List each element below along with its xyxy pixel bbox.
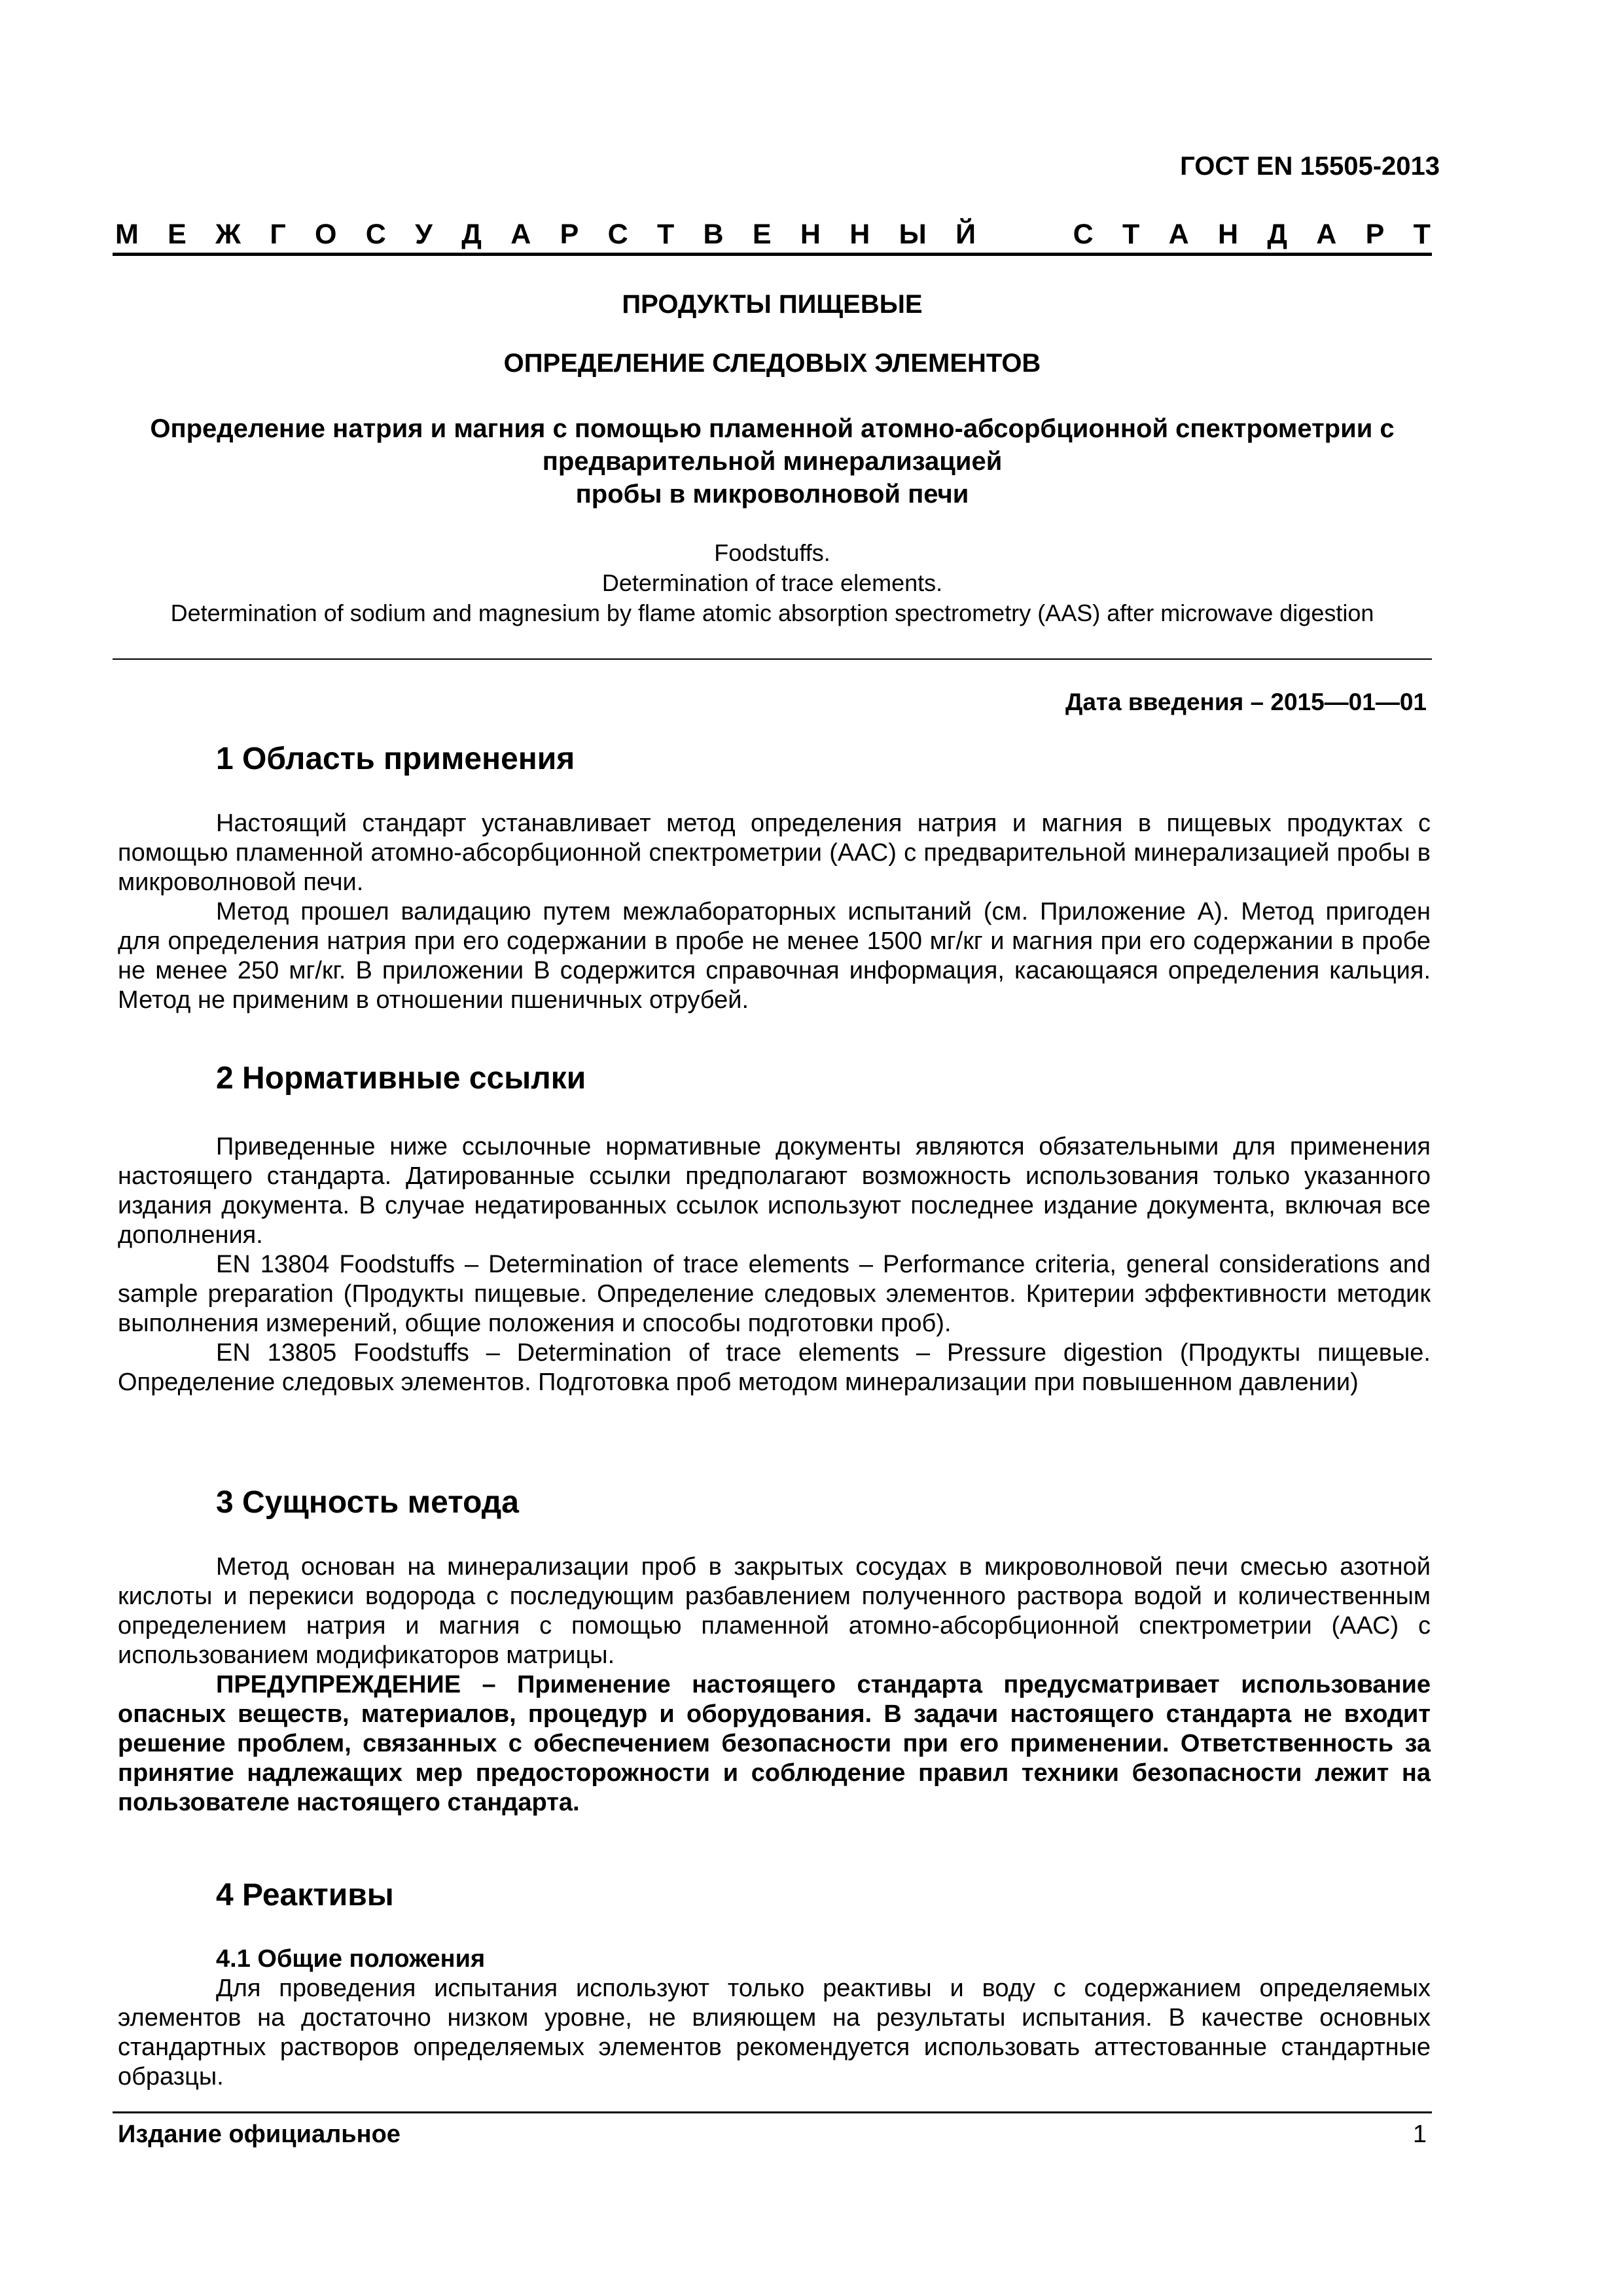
document-number: ГОСТ EN 15505-2013 [1180,152,1440,181]
title-line-1: ПРОДУКТЫ ПИЩЕВЫЕ [622,290,923,319]
banner-letter: М [115,218,139,250]
banner-letter: Т [1122,218,1140,250]
section-3-heading: 3 Сущность метода [216,1485,519,1520]
banner-letter: А [1168,218,1189,250]
section-2-paragraph-2: EN 13804 Foodstuffs – Determination of trace elements – Performance criteria, general considerations and sample preparation (Продукты пищевые. Определение следовых элементов. Критерии эффективности методик выполнения измерений, общие положения и способы подготовки проб). [118,1251,1431,1337]
title-line-3 [113,412,1432,511]
banner-letter: В [703,218,724,250]
title-line-3b: предварительной минерализацией [542,447,1003,476]
introduction-date: Дата введения – 2015—01—01 [1065,689,1427,715]
banner-letter: А [510,218,531,250]
section-1-heading: 1 Область применения [216,742,575,776]
title-rule [113,658,1432,660]
banner-letter: С [607,218,628,250]
section-4-1-heading: 4.1 Общие положения [216,1945,486,1973]
banner-letter: Н [849,218,870,250]
section-3-paragraph-1: Метод основан на минерализации проб в закрытых сосудах в микроволновой печи смесью азотной кислоты и перекиси водорода с последующим разбавлением полученного раствора водой и количественным определением натрия и магния с помощью пламенной атомно-абсорбционной спектрометрии (ААС) с использованием модификаторов матрицы. [118,1553,1431,1669]
banner-letter: С [365,218,386,250]
banner-letter: Т [656,218,675,250]
banner-letter: Р [1365,218,1385,250]
banner-letter: Д [461,218,482,250]
banner-letter: Ж [215,218,241,250]
page-number: 1 [1412,2121,1427,2148]
section-2-paragraph-1: Приведенные ниже ссылочные нормативные документы являются обязательными для применения настоящего стандарта. Датированные ссылки предполагают возможность использования только указанного издания документа. В случае недатированных ссылок используют последнее издание документа, включая все дополнения. [118,1133,1431,1249]
section-2-heading: 2 Нормативные ссылки [216,1061,586,1096]
section-4-paragraph-1: Для проведения испытания используют только реактивы и воду с содержанием определяемых элементов на достаточно низком уровне, не влияющем на результаты испытания. В качестве основных стандартных растворов определяемых элементов рекомендуется использовать аттестованные стандартные образцы. [118,1975,1431,2090]
banner-letter: У [415,218,433,250]
section-2-body [118,1132,1431,1397]
footer-rule [113,2111,1432,2113]
banner-letter: Т [1413,218,1431,250]
official-edition-label: Издание официальное [118,2121,401,2148]
section-3-body [118,1552,1431,1818]
banner-letter: Й [955,218,976,250]
banner-letter: С [1073,218,1094,250]
english-title-line-3: Determination of sodium and magnesium by flame atomic absorption spectrometry (AAS) after microwave digestion [170,600,1374,626]
section-4-heading: 4 Реактивы [216,1878,394,1912]
section-2-paragraph-3: EN 13805 Foodstuffs – Determination of trace elements – Pressure digestion (Продукты пищевые. Определение следовых элементов. Подготовка проб методом минерализации при повышенном давлении) [118,1339,1431,1396]
section-1-paragraph-2: Метод прошел валидацию путем межлабораторных испытаний (см. Приложение А). Метод пригоден для определения натрия при его содержании в пробе не менее 1500 мг/кг и магния при его содержании в пробе не менее 250 мг/кг. В приложении В содержится справочная информация, касающаяся определения кальция. Метод не применим в отношении пшеничных отрубей. [118,898,1431,1014]
banner-letter: Н [1217,218,1239,250]
section-1-paragraph-1: Настоящий стандарт устанавливает метод определения натрия и магния в пищевых продуктах с помощью пламенной атомно-абсорбционной спектрометрии (ААС) с предварительной минерализацией пробы в микроволновой печи. [118,810,1431,896]
english-title [113,538,1432,628]
header-rule [113,253,1432,256]
banner-letter: Н [800,218,821,250]
banner-letter: Е [168,218,187,250]
banner-letter: Р [560,218,579,250]
banner-letter: О [315,218,337,250]
banner-letter: А [1316,218,1337,250]
section-3-warning: ПРЕДУПРЕЖДЕНИЕ – Применение настоящего стандарта предусматривает использование опасных веществ, материалов, процедур и оборудования. В задачи настоящего стандарта не входит решение проблем, связанных с обеспечением безопасности при его применении. Ответственность за принятие надлежащих мер предосторожности и соблюдение правил техники безопасности лежит на пользователе настоящего стандарта. [118,1671,1431,1816]
english-title-line-2: Determination of trace elements. [601,569,943,596]
banner-letter: Г [270,218,286,250]
banner-letter: Е [752,218,772,250]
standard-type-banner [115,215,1431,254]
banner-letter: Ы [899,218,927,250]
banner-letter: Д [1267,218,1287,250]
title-line-3c: пробы в микроволновой печи [575,480,969,509]
section-4-body [118,1974,1431,2092]
title-line-3a: Определение натрия и магния с помощью пламенной атомно-абсорбционной спектрометрии с [150,414,1395,443]
title-line-2: ОПРЕДЕЛЕНИЕ СЛЕДОВЫХ ЭЛЕМЕНТОВ [503,349,1041,378]
english-title-line-1: Foodstuffs. [714,539,830,566]
section-1-body [118,809,1431,1015]
